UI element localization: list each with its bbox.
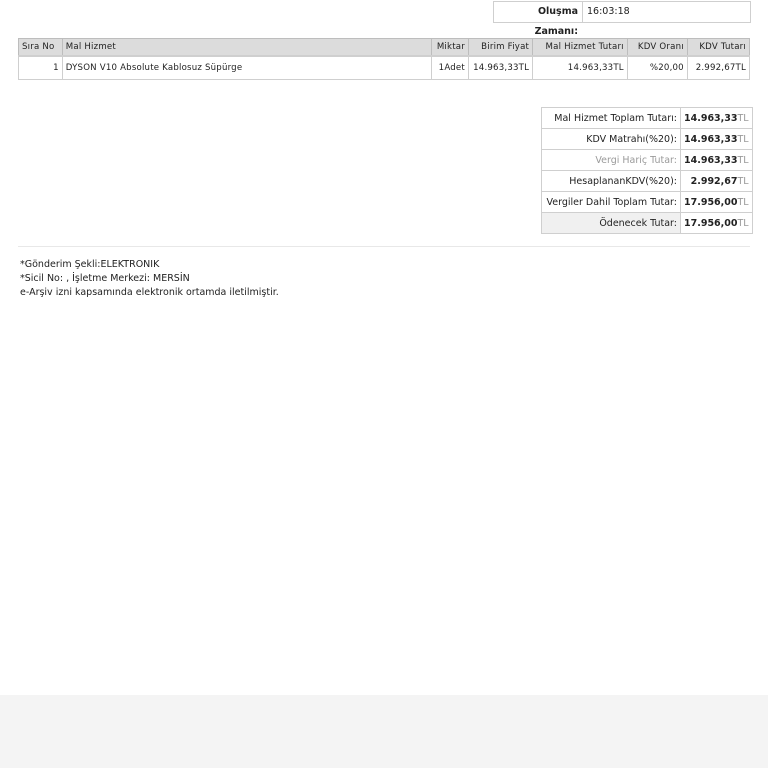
totals-amount: 2.992,67 (690, 175, 738, 187)
currency-label: TL (737, 154, 749, 166)
cell-miktar: 1Adet (432, 56, 469, 80)
totals-value (681, 150, 753, 171)
totals-table (541, 107, 753, 234)
col-header-mal-hizmet-tutari: Mal Hizmet Tutarı (533, 39, 628, 57)
currency-label: TL (737, 175, 749, 187)
totals-amount: 17.956,00 (684, 217, 738, 229)
currency-label: TL (737, 217, 749, 229)
totals-label: Mal Hizmet Toplam Tutarı: (542, 108, 681, 129)
creation-time-box (493, 1, 751, 37)
col-header-mal-hizmet: Mal Hizmet (62, 39, 432, 57)
cell-kdv-orani: %20,00 (627, 56, 687, 80)
cell-sira-no: 1 (19, 56, 63, 80)
notes-divider (18, 246, 750, 247)
cell-mal-hizmet-tutari: 14.963,33TL (533, 56, 628, 80)
totals-row-vergiler-dahil (542, 192, 753, 213)
totals-amount: 17.956,00 (684, 196, 738, 208)
col-header-kdv-orani: KDV Oranı (627, 39, 687, 57)
creation-time-label: Oluşma Zamanı: (494, 2, 583, 22)
totals-amount: 14.963,33 (684, 154, 738, 166)
cell-birim-fiyat: 14.963,33TL (468, 56, 532, 80)
currency-label: TL (737, 112, 749, 124)
totals-amount: 14.963,33 (684, 133, 738, 145)
creation-time-value: 16:03:18 (587, 6, 630, 17)
totals-label: Vergi Hariç Tutar: (542, 150, 681, 171)
notes-block (20, 258, 279, 300)
totals-row-mal-hizmet-toplam (542, 108, 753, 129)
col-header-miktar: Miktar (432, 39, 469, 57)
totals-label: Ödenecek Tutar: (542, 213, 681, 234)
col-header-sira-no: Sıra No (19, 39, 63, 57)
note-line-gonderim: *Gönderim Şekli:ELEKTRONIK (20, 259, 160, 270)
col-header-kdv-tutari: KDV Tutarı (687, 39, 749, 57)
totals-row-hesaplanan-kdv (542, 171, 753, 192)
totals-label: HesaplananKDV(%20): (542, 171, 681, 192)
col-header-birim-fiyat: Birim Fiyat (468, 39, 532, 57)
footer-band (0, 695, 768, 768)
cell-mal-hizmet: DYSON V10 Absolute Kablosuz Süpürge (62, 56, 432, 80)
note-line-sicil: *Sicil No: , İşletme Merkezi: MERSİN (20, 273, 190, 284)
items-table-header-row (19, 39, 750, 57)
totals-value (681, 213, 753, 234)
totals-row-odenecek (542, 213, 753, 234)
totals-value (681, 129, 753, 150)
cell-kdv-tutari: 2.992,67TL (687, 56, 749, 80)
note-line-earsiv: e-Arşiv izni kapsamında elektronik ortamda iletilmiştir. (20, 287, 279, 298)
currency-label: TL (737, 196, 749, 208)
totals-amount: 14.963,33 (684, 112, 738, 124)
totals-value (681, 171, 753, 192)
totals-row-vergi-haric (542, 150, 753, 171)
totals-value (681, 108, 753, 129)
items-table (18, 38, 750, 80)
table-row (19, 56, 750, 80)
totals-label: KDV Matrahı(%20): (542, 129, 681, 150)
totals-label: Vergiler Dahil Toplam Tutar: (542, 192, 681, 213)
currency-label: TL (737, 133, 749, 145)
totals-value (681, 192, 753, 213)
totals-row-kdv-matrahi (542, 129, 753, 150)
